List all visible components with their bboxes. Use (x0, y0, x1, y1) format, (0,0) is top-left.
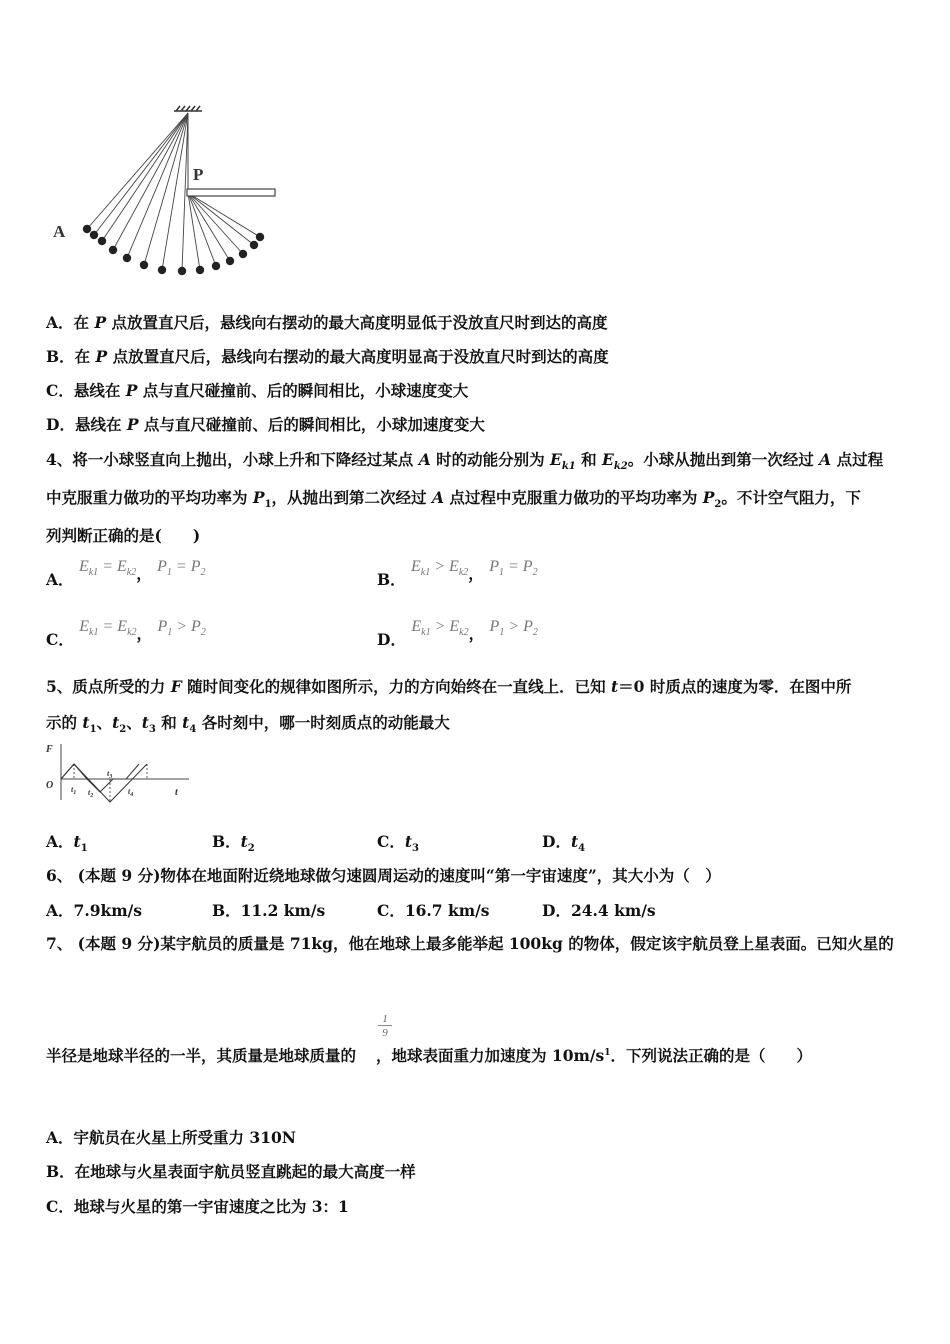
label-t2: $t_2$ (88, 788, 94, 799)
label-a: A (53, 222, 66, 241)
var-a: A (819, 450, 832, 469)
fraction-denominator: 9 (382, 1027, 388, 1039)
q7-option-c (46, 1195, 349, 1217)
subscript: 2 (119, 724, 127, 736)
option-letter: C． (46, 381, 74, 400)
stem-text: 4、将一小球竖直向上抛出，小球上升和下降经过某点 (46, 450, 419, 469)
var-p: P (94, 313, 107, 332)
comma: ， (468, 624, 485, 643)
subscript: 1 (499, 627, 505, 639)
subscript: 2 (200, 627, 206, 639)
q5-option-a (46, 830, 88, 854)
subscript: k1 (89, 627, 99, 639)
var-e: E (550, 450, 562, 469)
subscript: 1 (80, 843, 88, 855)
q3-option-b (46, 345, 609, 367)
pendulum-figure (50, 105, 290, 285)
var-e: E (116, 558, 127, 575)
var-p: P (126, 415, 139, 434)
formula (157, 558, 206, 579)
var-t: t (570, 832, 579, 851)
option-text: 宇航员在火星上所受重力 310N (73, 1128, 296, 1147)
q3-option-a (46, 311, 608, 333)
option-letter: A． (46, 313, 74, 332)
relation: = (507, 558, 519, 575)
option-text: 16.7 km/s (404, 901, 490, 920)
option-text: 在地球与火星表面宇航员竖直跳起的最大高度一样 (74, 1162, 416, 1181)
var-e: E (602, 450, 614, 469)
q5-option-b (212, 830, 255, 854)
stem-text: 示的 (46, 713, 83, 732)
option-letter: C． (377, 901, 405, 920)
pendulum-bob (250, 241, 258, 249)
var-t: t (240, 832, 248, 851)
fraction-numerator: 1 (382, 1013, 388, 1025)
var-t: t (141, 713, 149, 732)
var-p: P (157, 618, 168, 635)
stem-text: 时的动能分别为 (430, 450, 551, 469)
q3-option-d (46, 413, 485, 435)
subscript: k2 (126, 567, 137, 579)
q5-stem-line1 (46, 675, 851, 697)
q6-stem: 6、 (本题 9 分)物体在地面附近绕地球做匀速圆周运动的速度叫“第一宇宙速度”，其大小为（ ） (46, 866, 721, 885)
q7-stem-line2 (46, 1044, 812, 1066)
stem-text: 5、质点所受的力 (46, 677, 171, 696)
stem-text: ＝0 时质点的速度为零．在图中所 (618, 677, 852, 696)
option-text: 悬线在 (73, 381, 126, 400)
pendulum-string (144, 113, 188, 265)
option-letter: A． (46, 901, 74, 920)
stem-text: 点过程 (831, 450, 884, 469)
q4-option-c (46, 618, 206, 650)
var-p: P (702, 488, 715, 507)
subscript: 2 (532, 567, 538, 579)
pendulum-bob (109, 246, 117, 254)
option-letter: D． (542, 832, 571, 851)
var-e: E (78, 558, 89, 575)
subscript: 4 (578, 843, 586, 855)
q4-stem-line2 (46, 486, 861, 510)
option-letter: D． (542, 901, 571, 920)
option-letter: B． (377, 570, 406, 589)
var-a: A (418, 450, 431, 469)
subscript: 3 (148, 724, 156, 736)
label-t-axis: t (175, 787, 178, 798)
label-t1: $t_1$ (71, 785, 77, 796)
var-e: E (449, 558, 459, 575)
q4-stem-line3: 列判断正确的是( ) (46, 526, 201, 545)
option-letter: D． (377, 630, 406, 649)
q7-option-b (46, 1160, 416, 1182)
relation: > (176, 618, 188, 635)
subscript: k1 (421, 627, 431, 639)
pendulum-bob (239, 250, 247, 258)
var-p: P (125, 381, 138, 400)
option-letter: A． (46, 832, 74, 851)
formula (489, 618, 538, 639)
q4-option-d (377, 618, 538, 650)
option-text: 点与直尺碰撞前、后的瞬间相比，小球速度变大 (137, 381, 469, 400)
comma: ， (136, 624, 153, 643)
ceiling-hatch (174, 106, 202, 111)
label-o: O (46, 780, 54, 791)
var-p: P (191, 618, 201, 635)
pendulum-string (127, 113, 188, 258)
ruler (187, 189, 275, 196)
option-text: 在 (74, 347, 96, 366)
stem-text: ，地球表面重力加速度为 10m/s (376, 1046, 605, 1065)
var-t: t (112, 713, 120, 732)
var-p: P (489, 558, 499, 575)
relation: > (434, 558, 446, 575)
comma: ， (136, 564, 152, 583)
subscript: k1 (561, 461, 576, 473)
pendulum-string (188, 193, 230, 261)
q7-stem-line1: 7、 (本题 9 分)某宇航员的质量是 71kg，他在地球上最多能举起 100kg 的物体，假定该宇航员登上星表面。已知火星的 (46, 934, 894, 953)
q4-stem-line1 (46, 448, 883, 472)
force-time-graph (44, 742, 194, 804)
pendulum-bob (256, 233, 264, 241)
fraction (378, 1013, 392, 1039)
var-f: F (170, 677, 182, 696)
var-e: E (79, 618, 90, 635)
label-t4: $t_4$ (128, 787, 134, 798)
var-e: E (117, 618, 128, 635)
label-f: F (46, 744, 53, 755)
option-letter: C． (46, 630, 74, 649)
q6-option-d (542, 899, 656, 921)
relation: = (102, 558, 113, 575)
q5-stem-line2 (46, 711, 450, 735)
var-p: P (523, 618, 533, 635)
label-t3: $t_3$ (107, 769, 113, 780)
pendulum-bob (158, 266, 166, 274)
pendulum-bob (226, 257, 234, 265)
q6-option-b (212, 899, 325, 921)
stem-text: 随时间变化的规律如图所示，力的方向始终在一直线上．已知 (181, 677, 611, 696)
pendulum-string (188, 193, 260, 237)
var-e: E (449, 618, 460, 635)
option-letter: C． (377, 832, 405, 851)
option-text: 悬线在 (74, 415, 127, 434)
option-text: 地球与火星的第一宇宙速度之比为 3：1 (73, 1197, 349, 1216)
pendulum-string (102, 113, 188, 241)
subscript: 2 (200, 567, 206, 579)
pendulum-string (87, 113, 188, 229)
formula (411, 618, 469, 639)
var-t: t (611, 677, 619, 696)
stem-text: 各时刻中，哪一时刻质点的动能最大 (196, 713, 450, 732)
option-letter: A． (46, 570, 74, 589)
var-e: E (411, 558, 421, 575)
var-e: E (411, 618, 422, 635)
q5-option-c (377, 830, 419, 854)
relation: = (175, 558, 187, 575)
option-text: 点与直尺碰撞前、后的瞬间相比，小球加速度变大 (138, 415, 485, 434)
separator: 和 (155, 713, 183, 732)
stem-text: 。小球从抛出到第一次经过 (627, 450, 820, 469)
formula (411, 558, 469, 579)
separator: 、 (96, 713, 113, 732)
q4-option-b (377, 558, 538, 590)
stem-text: 和 (575, 450, 603, 469)
relation: = (102, 618, 114, 635)
subscript: 2 (532, 627, 538, 639)
subscript: k2 (458, 567, 469, 579)
pendulum-bob (83, 225, 91, 233)
option-letter: B． (46, 1162, 75, 1181)
relation: > (434, 618, 446, 635)
formula (79, 618, 137, 639)
var-p: P (252, 488, 265, 507)
subscript: k2 (127, 627, 137, 639)
var-a: A (431, 488, 444, 507)
subscript: 2 (714, 499, 722, 511)
subscript: 1 (498, 567, 504, 579)
comma: ， (468, 564, 484, 583)
superscript: 1 (604, 1047, 611, 1058)
pendulum-bobs (83, 225, 264, 275)
stem-text: ．下列说法正确的是（ ） (610, 1046, 813, 1065)
stem-text: 半径是地球半径的一半，其质量是地球质量的 (46, 1046, 357, 1065)
subscript: k2 (613, 461, 628, 473)
q4-option-a (46, 558, 206, 590)
var-t: t (73, 832, 81, 851)
option-letter: B． (212, 832, 241, 851)
pendulum-bob (123, 254, 131, 262)
formula (78, 558, 137, 579)
subscript: 3 (412, 843, 419, 855)
stem-text: 。不计空气阻力，下 (721, 488, 861, 507)
subscript: 2 (247, 843, 255, 855)
subscript: k2 (459, 627, 469, 639)
subscript: k1 (420, 567, 431, 579)
option-letter: B． (46, 347, 75, 366)
pendulum-bob (212, 262, 220, 270)
pendulum-string (94, 113, 188, 235)
option-text: 24.4 km/s (570, 901, 656, 920)
var-p: P (522, 558, 533, 575)
q6-option-a (46, 899, 142, 921)
option-text: 7.9km/s (73, 901, 143, 920)
q7-option-a (46, 1126, 296, 1148)
subscript: k1 (88, 567, 99, 579)
var-p: P (157, 558, 167, 575)
option-letter: B． (212, 901, 241, 920)
subscript: 4 (189, 724, 197, 736)
q3-option-c (46, 379, 468, 401)
separator: 、 (126, 713, 142, 732)
var-t: t (404, 832, 413, 851)
formula (489, 558, 538, 579)
option-letter: C． (46, 1197, 74, 1216)
option-text: 点放置直尺后，悬线向右摆动的最大高度明显高于没放直尺时到达的高度 (107, 347, 609, 366)
var-p: P (489, 618, 500, 635)
relation: > (508, 618, 520, 635)
var-p: P (190, 558, 201, 575)
option-text: 在 (73, 313, 95, 332)
stem-text: 中克服重力做功的平均功率为 (46, 488, 253, 507)
stem-text: ，从抛出到第二次经过 (271, 488, 432, 507)
var-t: t (182, 713, 190, 732)
pendulum-bob (196, 266, 204, 274)
option-letter: D． (46, 415, 75, 434)
option-text: 11.2 km/s (240, 901, 326, 920)
label-p: P (193, 165, 204, 184)
q5-option-d (542, 830, 585, 854)
pendulum-bob (140, 261, 148, 269)
formula (157, 618, 206, 639)
var-p: P (95, 347, 108, 366)
subscript: 1 (89, 724, 97, 736)
pendulum-bob (98, 237, 106, 245)
q6-option-c (377, 899, 490, 921)
pendulum-bob (90, 231, 98, 239)
pendulum-bob (178, 267, 186, 275)
option-letter: A． (46, 1128, 74, 1147)
option-text: 点放置直尺后，悬线向右摆动的最大高度明显低于没放直尺时到达的高度 (106, 313, 608, 332)
subscript: 1 (264, 499, 272, 511)
subscript: 1 (166, 567, 172, 579)
var-t: t (82, 713, 90, 732)
subscript: 1 (167, 627, 173, 639)
stem-text: 点过程中克服重力做功的平均功率为 (443, 488, 703, 507)
